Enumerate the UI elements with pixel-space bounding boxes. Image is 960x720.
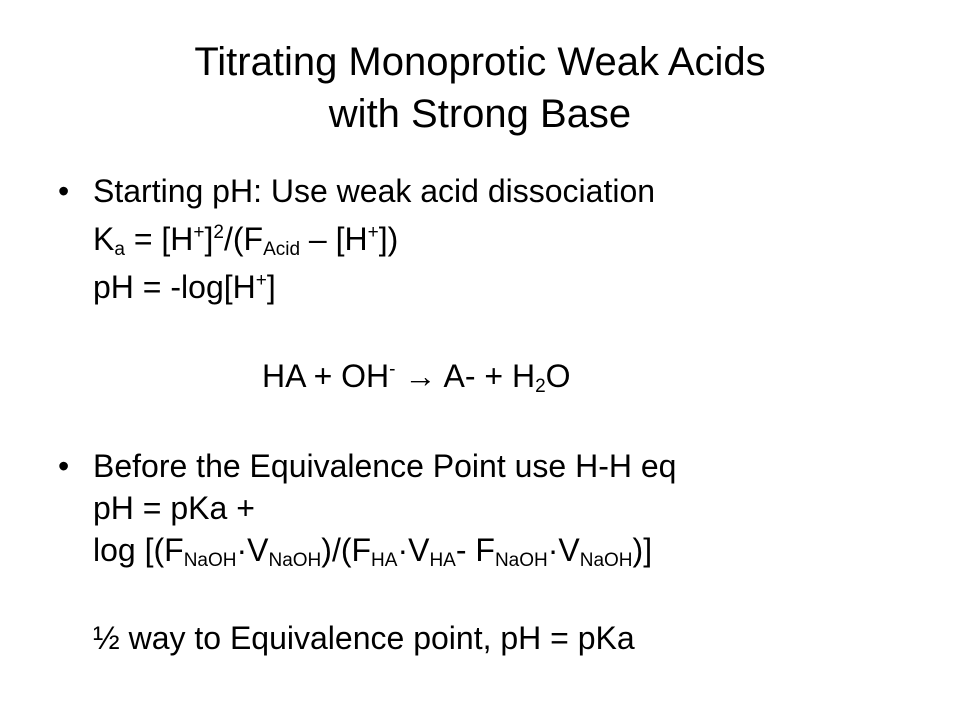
hh-equation-line-2: $\log [(F_{NaOH}\cdot V_{NaOH})/(F_{HA}\cdot V_{HA}-$ $F_{NaOH}\cdot V_{NaOH}$)]	[93, 532, 653, 571]
title-line-1: Titrating Monoprotic Weak Acids	[194, 40, 766, 84]
ph-equation: pH = -log[H+]	[93, 269, 276, 305]
bullet-marker-1: •	[58, 173, 70, 209]
bullet-1-heading: Starting pH: Use weak acid dissociation	[93, 173, 656, 209]
reaction-equation: HA + $OH^- \to A- + H_2O$	[262, 358, 571, 397]
ka-equation: $K_a = [H^+]^2/(F_{Acid} - [H^+])$	[93, 221, 399, 260]
half-equivalence-note: ½ way to Equivalence point, pH = pKa	[93, 620, 635, 656]
slide-title	[0, 36, 960, 140]
title-line-2: with Strong Base	[328, 92, 632, 136]
bullet-2-heading: Before the Equivalence Point use H-H eq	[93, 448, 677, 484]
hh-equation-line-1: pH = pKa +	[93, 490, 255, 526]
bullet-marker-2: •	[58, 448, 70, 484]
